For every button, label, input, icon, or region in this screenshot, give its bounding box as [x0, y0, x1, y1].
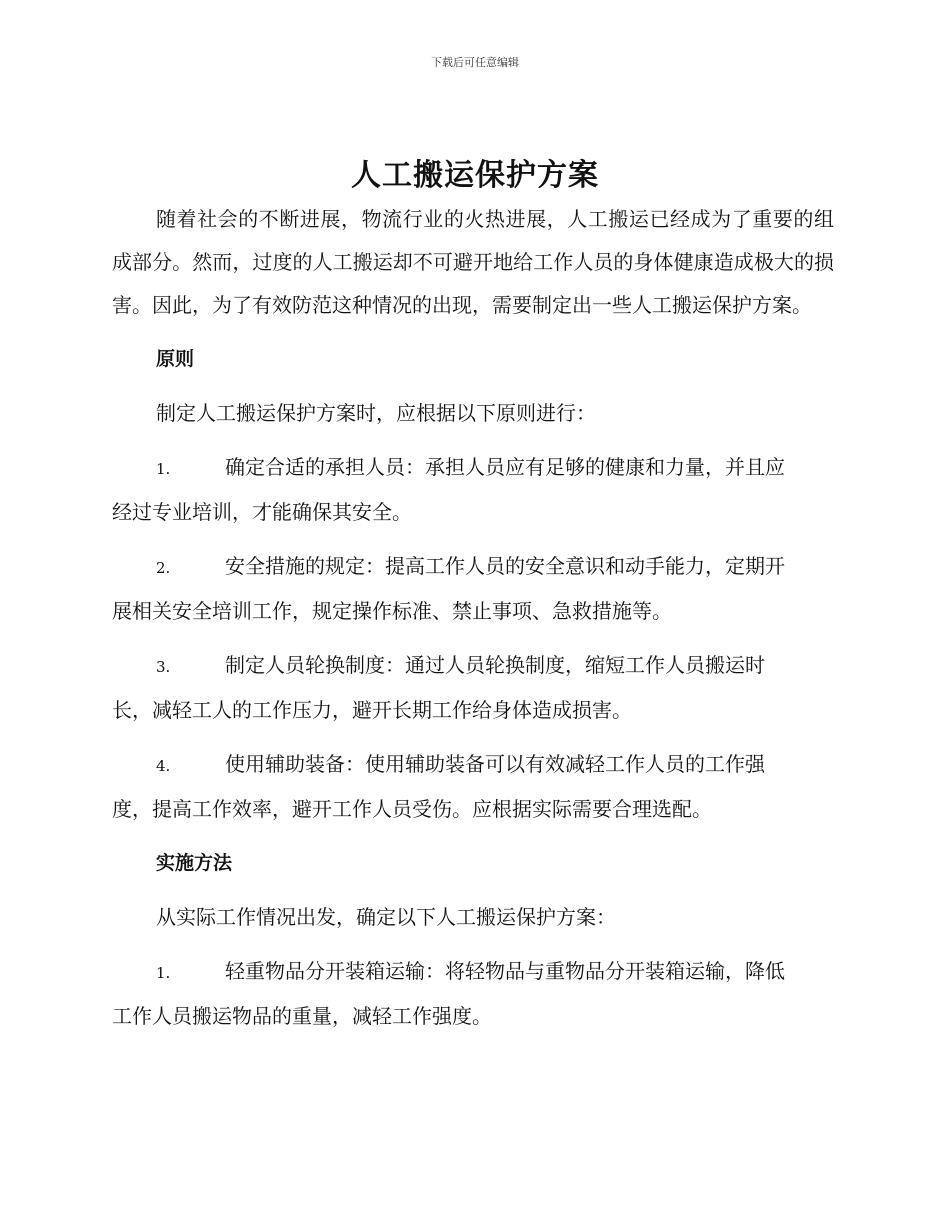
list-text-continuation: 度，提高工作效率，避开工作人员受伤。应根据实际需要合理选配。 [112, 797, 712, 821]
intro-paragraph: 随着社会的不断进展，物流行业的火热进展，人工搬运已经成为了重要的组成部分。然而，过度的人工搬运却不可避开地给工作人员的身体健康造成极大的损害。因此，为了有效防范这种情况的出现，需要制定出一些人工搬运保护方案。 [112, 207, 834, 317]
list-number: 3. [156, 658, 171, 676]
list-item [112, 644, 834, 732]
section-heading-implementation: 实施方法 [156, 852, 233, 874]
list-text-continuation: 长，减轻工人的工作压力，避开长期工作给身体造成损害。 [112, 698, 632, 722]
principles-lead: 制定人工搬运保护方案时，应根据以下原则进行： [156, 401, 596, 425]
list-text-first-line: 使用辅助装备：使用辅助装备可以有效减轻工作人员的工作强 [225, 752, 765, 776]
list-number: 1. [156, 964, 171, 982]
list-number: 2. [156, 559, 171, 577]
implementation-lead: 从实际工作情况出发，确定以下人工搬运保护方案： [156, 905, 616, 929]
list-number: 4. [156, 757, 171, 775]
list-text-continuation: 工作人员搬运物品的重量，减轻工作强度。 [112, 1004, 492, 1028]
document-title: 人工搬运保护方案 [351, 158, 599, 193]
list-item [112, 545, 834, 633]
list-text-first-line: 制定人员轮换制度：通过人员轮换制度，缩短工作人员搬运时 [225, 653, 765, 677]
list-text-first-line: 安全措施的规定：提高工作人员的安全意识和动手能力，定期开 [225, 554, 785, 578]
list-text-first-line: 轻重物品分开装箱运输：将轻物品与重物品分开装箱运输，降低 [225, 959, 785, 983]
list-text-first-line: 确定合适的承担人员：承担人员应有足够的健康和力量，并且应 [225, 455, 785, 479]
list-item [112, 446, 834, 534]
list-text-continuation: 经过专业培训，才能确保其安全。 [112, 500, 412, 524]
section-heading-principles: 原则 [156, 348, 195, 370]
page-header-note: 下载后可任意编辑 [431, 56, 519, 69]
list-text-continuation: 展相关安全培训工作，规定操作标准、禁止事项、急救措施等。 [112, 599, 672, 623]
document-body [112, 198, 834, 1049]
list-item [112, 743, 834, 831]
list-item [112, 950, 834, 1038]
list-number: 1. [156, 460, 171, 478]
